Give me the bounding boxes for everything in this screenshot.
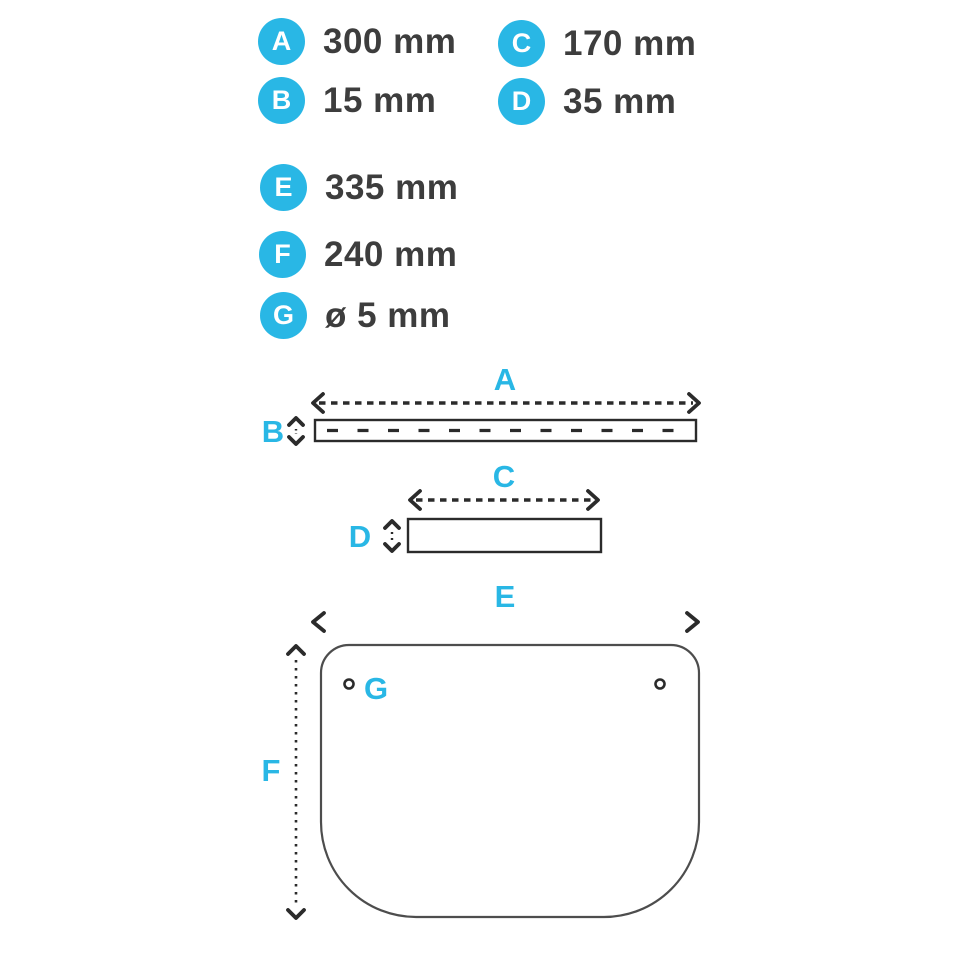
shield-width-label: E bbox=[494, 579, 516, 614]
arrowhead-left-icon bbox=[313, 613, 324, 631]
band-height-label: D bbox=[348, 519, 372, 554]
badge-b: B bbox=[258, 77, 305, 124]
arrowhead-down-icon bbox=[289, 437, 303, 444]
strip-height-label: B bbox=[261, 414, 285, 449]
value-e: 335 mm bbox=[325, 167, 459, 207]
arrowhead-down-icon bbox=[385, 544, 399, 551]
value-f: 240 mm bbox=[324, 234, 458, 274]
badge-e: E bbox=[260, 164, 307, 211]
value-c: 170 mm bbox=[563, 23, 697, 63]
shield-height-label: F bbox=[261, 753, 281, 788]
band-width-label: C bbox=[492, 459, 516, 494]
arrowhead-down-icon bbox=[288, 910, 304, 918]
badge-a: A bbox=[258, 18, 305, 65]
arrowhead-right-icon bbox=[687, 613, 698, 631]
value-g: ø 5 mm bbox=[325, 295, 451, 335]
badge-c: C bbox=[498, 20, 545, 67]
value-a: 300 mm bbox=[323, 21, 457, 61]
value-b: 15 mm bbox=[323, 80, 437, 120]
badge-d: D bbox=[498, 78, 545, 125]
value-d: 35 mm bbox=[563, 81, 677, 121]
arrowhead-up-icon bbox=[288, 646, 304, 654]
shield-drawing bbox=[262, 579, 699, 918]
arrowhead-up-icon bbox=[289, 418, 303, 425]
hole-diameter-label: G bbox=[363, 671, 389, 706]
badge-f: F bbox=[259, 231, 306, 278]
badge-g: G bbox=[260, 292, 307, 339]
strip-width-label: A bbox=[493, 362, 517, 397]
hole-left bbox=[345, 680, 354, 689]
band-drawing bbox=[349, 459, 601, 554]
strip-drawing bbox=[262, 362, 699, 449]
hole-right bbox=[656, 680, 665, 689]
band-shape bbox=[408, 519, 601, 552]
arrowhead-up-icon bbox=[385, 521, 399, 528]
arrowhead-right-icon bbox=[689, 394, 699, 412]
